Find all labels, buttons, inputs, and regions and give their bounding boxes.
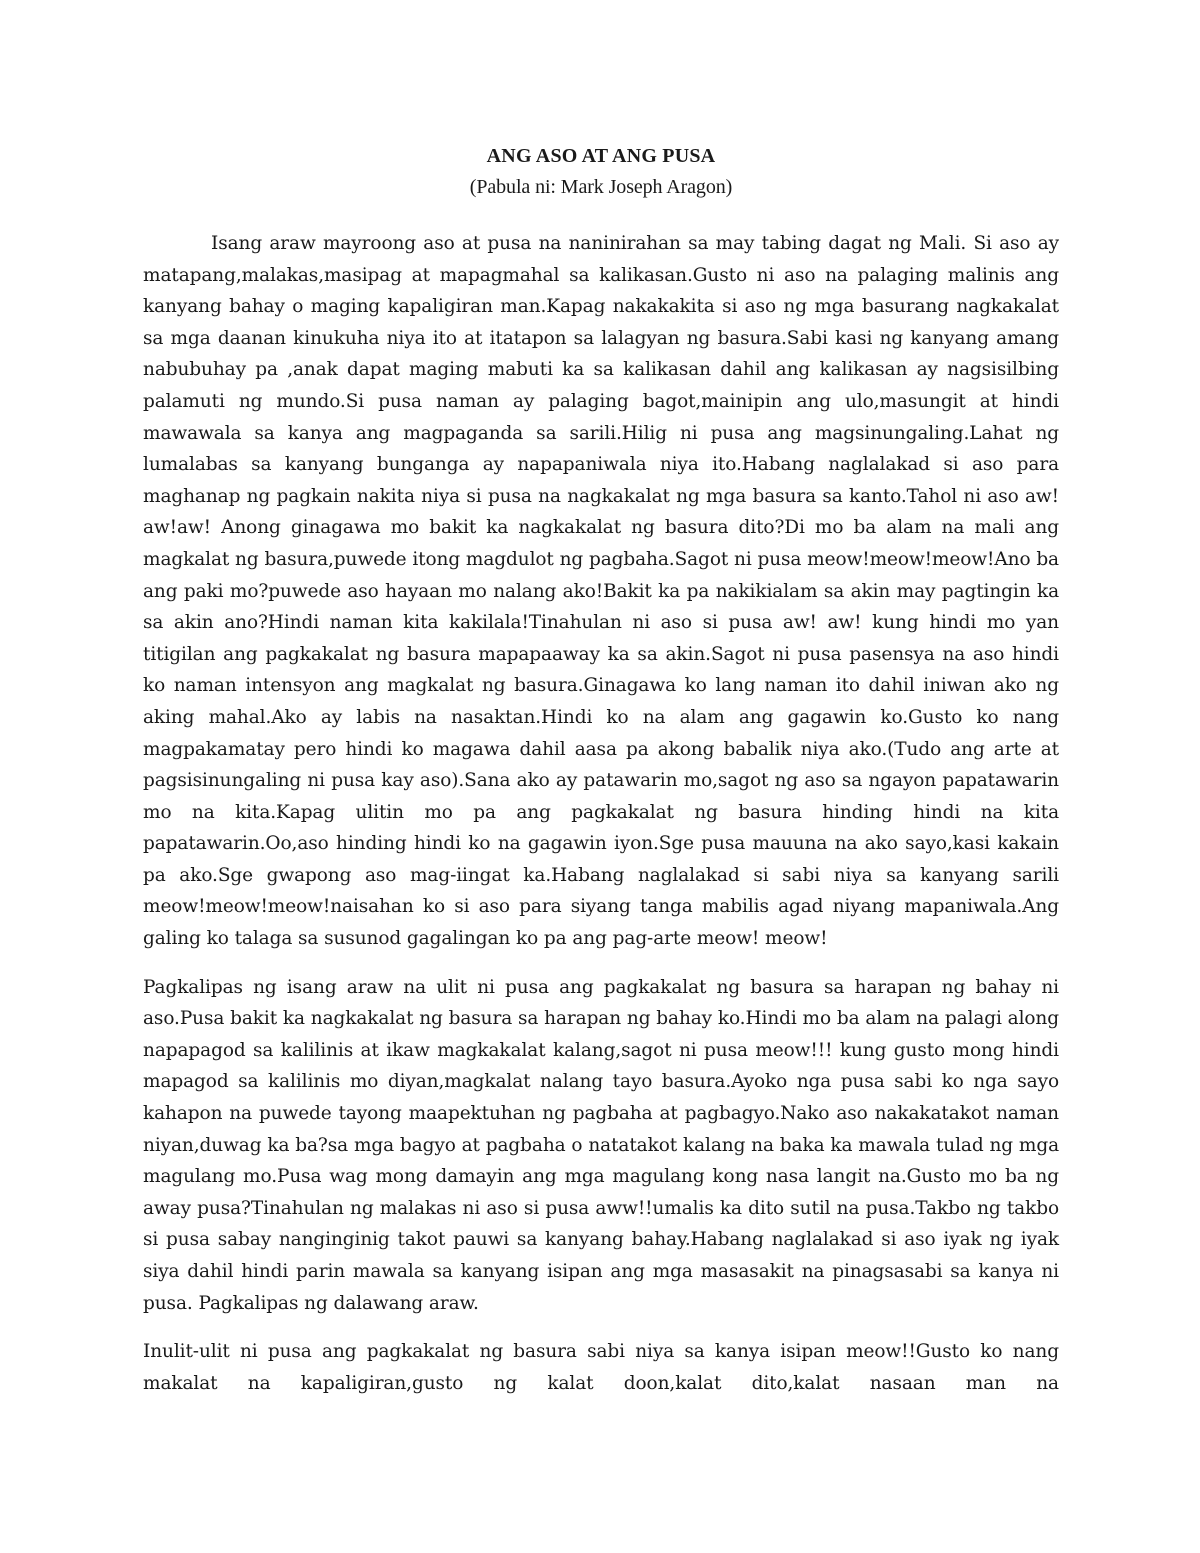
paragraph-1: Isang araw mayroong aso at pusa na naninirahan sa may tabing dagat ng Mali. Si aso ay matapang,malakas,masipag at mapagmahal sa kalikasan.Gusto ni aso na palaging malinis ang kanyang bahay o maging kapaligiran man.Kapag nakakakita si aso ng mga basurang nagkakalat sa mga daanan kinukuha niya ito at itatapon sa lalagyan ng basura.Sabi kasi ng kanyang amang nabubuhay pa ,anak dapat maging mabuti ka sa kalikasan dahil ang kalikasan ay nagsisilbing palamuti ng mundo.Si pusa naman ay palaging bagot,mainipin ang ulo,masungit at hindi mawawala sa kanya ang magpaganda sa sarili.Hilig ni pusa ang magsinungaling.Lahat ng lumalabas sa kanyang bunganga ay napapaniwala niya ito.Habang naglalakad si aso para maghanap ng pagkain nakita niya si pusa na nagkakalat ng mga basura sa kanto.Tahol ni aso aw! aw!aw! Anong ginagawa mo bakit ka nagkakalat ng basura dito?Di mo ba alam na mali ang magkalat ng basura,puwede itong magdulot ng pagbaha.Sagot ni pusa meow!meow!meow!Ano ba ang paki mo?puwede aso hayaan mo nalang ako!Bakit ka pa nakikialam sa akin may pagtingin ka sa akin ano?Hindi naman kita kakilala!Tinahulan ni aso si pusa aw! aw! kung hindi mo yan titigilan ang pagkakalat ng basura mapapaaway ka sa akin.Sagot ni pusa pasensya na aso hindi ko naman intensyon ang magkalat ng basura.Ginagawa ko lang naman ito dahil iniwan ako ng aking mahal.Ako ay labis na nasaktan.Hindi ko na alam ang gagawin ko.Gusto ko nang magpakamatay pero hindi ko magawa dahil aasa pa akong babalik niya ako.(Tudo ang arte at pagsisinungaling ni pusa kay aso).Sana ako ay patawarin mo,sagot ng aso sa ngayon papatawarin mo na kita.Kapag ulitin mo pa ang pagkakalat ng basura hinding hindi na kita papatawarin.Oo,aso hinding hindi ko na gagawin iyon.Sge pusa mauuna na ako sayo,kasi kakain pa ako.Sge gwapong aso mag-iingat ka.Habang naglalakad si sabi niya sa kanyang sarili meow!meow!meow!naisahan ko si aso para siyang tanga mabilis agad niyang mapaniwala.Ang galing ko talaga sa susunod gagalingan ko pa ang pag-arte meow! meow! <box>143 233 1059 950</box>
document-body <box>143 140 1059 1399</box>
story-title: ANG ASO AT ANG PUSA <box>486 145 716 167</box>
story-author-line: (Pabula ni: Mark Joseph Aragon) <box>469 176 733 198</box>
paragraph-3: Inulit-ulit ni pusa ang pagkakalat ng basura sabi niya sa kanya isipan meow!!Gusto ko nang makalat na kapaligiran,gusto ng kalat doon,kalat dito,kalat nasaan man na <box>143 1341 1059 1394</box>
paragraph-2: Pagkalipas ng isang araw na ulit ni pusa ang pagkakalat ng basura sa harapan ng bahay ni aso.Pusa bakit ka nagkakalat ng basura sa harapan ng bahay ko.Hindi mo ba alam na palagi along napapagod sa kalilinis at ikaw magkakalat kalang,sagot ni pusa meow!!! kung gusto mong hindi mapagod sa kalilinis mo diyan,magkalat nalang tayo basura.Ayoko nga pusa sabi ko nga sayo kahapon na puwede tayong maapektuhan ng pagbaha at pagbagyo.Nako aso nakakatakot naman niyan,duwag ka ba?sa mga bagyo at pagbaha o natatakot kalang na baka ka mawala tulad ng mga magulang mo.Pusa wag mong damayin ang mga magulang kong nasa langit na.Gusto mo ba ng away pusa?Tinahulan ng malakas ni aso si pusa aww!!umalis ka dito sutil na pusa.Takbo ng takbo si pusa sabay nanginginig takot pauwi sa kanyang bahay.Habang naglalakad si aso iyak ng iyak siya dahil hindi parin mawala sa kanyang isipan ang mga masasakit na pinagsasabi sa kanya ni pusa. Pagkalipas ng dalawang araw. <box>143 976 1059 1314</box>
